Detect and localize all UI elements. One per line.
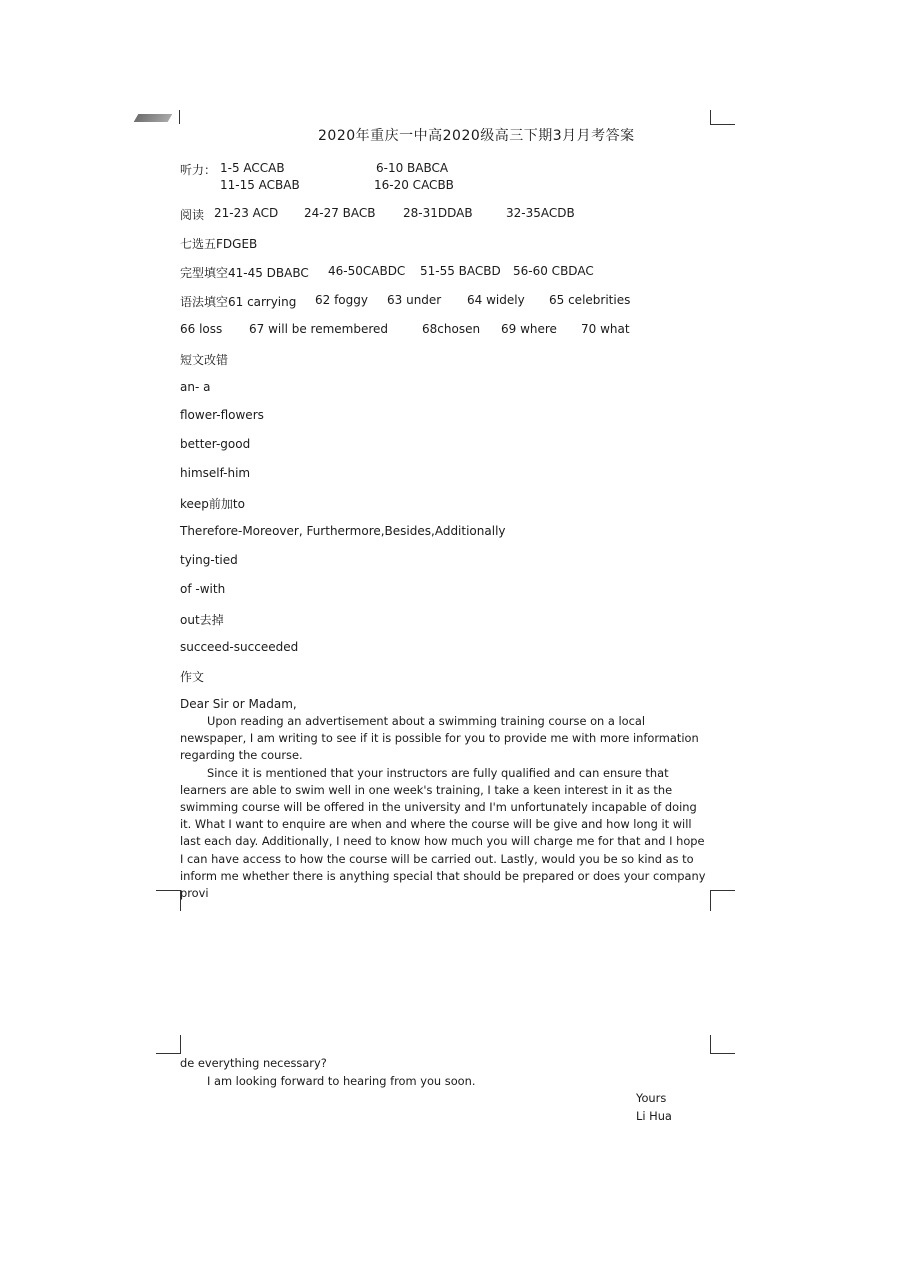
reading-group: 28-31DDAB <box>403 206 473 220</box>
letter-paragraph: Since it is mentioned that your instructors are fully qualified and can ensure that learners are able to swim well in one week's training, I take a keen interest in it as the swimming course will be offered in the university and I'm unfortunately incapable of doing it. What I want to enquire are when and where the course will be give and how long it will last each day. Additionally, I need to know how much you will charge me for that and I hope I can have access to how the course will be carried out. Lastly, would you be so kind as to inform me whether there is anything special that should be prepared or does your company provi <box>180 765 706 901</box>
cloze-label: 完型填空41-45 DBABC <box>180 266 309 280</box>
correction-item: succeed-succeeded <box>180 640 299 654</box>
grammar-item: 69 where <box>501 322 557 336</box>
correction-item: himself-him <box>180 466 251 480</box>
listening-11-15: 11-15 ACBAB <box>220 178 300 192</box>
correction-item: tying-tied <box>180 553 238 567</box>
cloze-group: 46-50CABDC <box>328 264 406 278</box>
grammar-item: 68chosen <box>422 322 481 336</box>
letter-continuation: de everything necessary? <box>180 1056 327 1070</box>
correction-item: of -with <box>180 582 226 596</box>
listening-1-5: 1-5 ACCAB <box>220 161 285 175</box>
grammar-label: 语法填空61 carrying <box>180 295 297 309</box>
crop-mark-lower-left <box>156 1035 181 1054</box>
grammar-item: 63 under <box>387 293 442 307</box>
correction-item: Therefore-Moreover, Furthermore,Besides,Additionally <box>180 524 506 538</box>
reading-label: 阅读 <box>180 208 205 222</box>
letter-paragraph: I am looking forward to hearing from you soon. <box>207 1074 476 1088</box>
reading-group: 24-27 BACB <box>304 206 376 220</box>
letter-paragraph: Upon reading an advertisement about a swimming training course on a local newspaper, I am writing to see if it is possible for you to provide me with more information regarding the course. <box>180 714 699 763</box>
letter-salutation: Dear Sir or Madam, <box>180 697 297 711</box>
correction-heading: 短文改错 <box>180 353 229 367</box>
correction-item: keep前加to <box>180 497 245 511</box>
grammar-item: 70 what <box>581 322 630 336</box>
scan-smudge <box>134 114 173 122</box>
grammar-item: 62 foggy <box>315 293 368 307</box>
listening-16-20: 16-20 CACBB <box>374 178 454 192</box>
crop-mark-lower-right <box>710 1035 735 1054</box>
grammar-item: 67 will be remembered <box>249 322 389 336</box>
letter-signature: Li Hua <box>636 1109 672 1123</box>
correction-item: out去掉 <box>180 613 224 627</box>
correction-item: better-good <box>180 437 251 451</box>
crop-mark-top-left <box>179 110 180 124</box>
crop-mark-top-right <box>710 110 735 125</box>
crop-mark-mid-left <box>156 890 181 911</box>
listening-6-10: 6-10 BABCA <box>376 161 449 175</box>
reading-group: 21-23 ACD <box>214 206 279 220</box>
crop-mark-mid-right <box>710 890 735 911</box>
letter-body-page1 <box>180 713 710 902</box>
page-title: 2020年重庆一中高2020级高三下期3月月考答案 <box>318 128 635 144</box>
grammar-item: 64 widely <box>467 293 525 307</box>
reading-group: 32-35ACDB <box>506 206 575 220</box>
correction-item: flower-flowers <box>180 408 264 422</box>
cloze-group: 56-60 CBDAC <box>513 264 594 278</box>
grammar-item: 65 celebrities <box>549 293 631 307</box>
letter-closing: Yours <box>636 1091 667 1105</box>
grammar-item: 66 loss <box>180 322 223 336</box>
correction-item: an- a <box>180 380 211 394</box>
seven-choose-five: 七选五FDGEB <box>180 237 258 251</box>
listening-label: 听力： <box>180 163 217 177</box>
writing-heading: 作文 <box>180 670 205 684</box>
cloze-group: 51-55 BACBD <box>420 264 501 278</box>
